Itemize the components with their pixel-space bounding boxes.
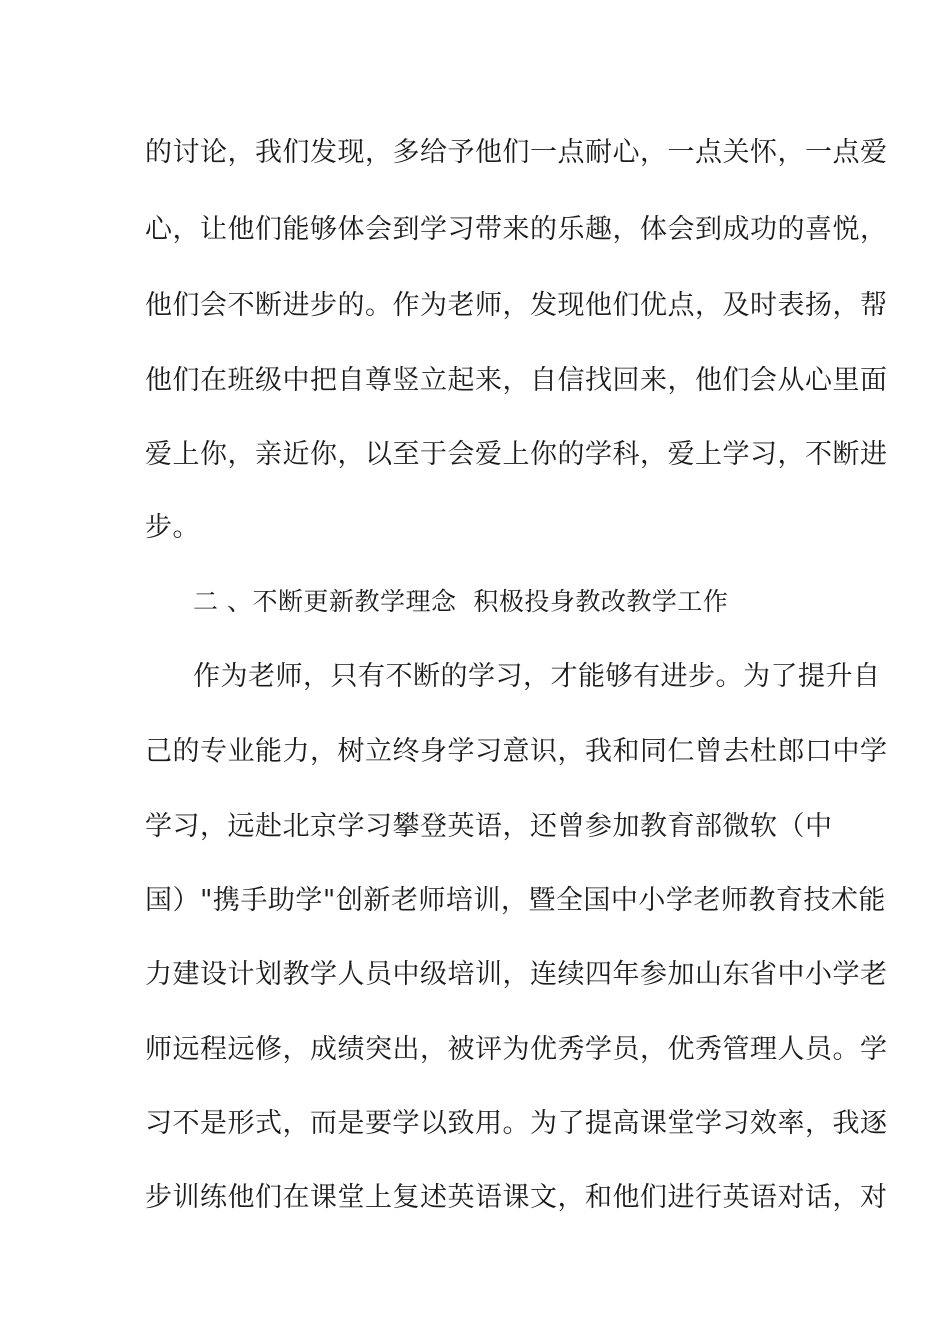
paragraph-1-line-4: 他们在班级中把自尊竖立起来，自信找回来，他们会从心里面 bbox=[145, 365, 888, 396]
paragraph-2-line-6: 师远程远修，成绩突出，被评为优秀学员，优秀管理人员。学 bbox=[145, 1034, 888, 1065]
paragraph-2-line-3: 学习，远赴北京学习攀登英语，还曾参加教育部微软（中 bbox=[145, 811, 833, 842]
paragraph-1-line-3: 他们会不断进步的。作为老师，发现他们优点，及时表扬，帮 bbox=[145, 290, 888, 321]
paragraph-2-line-2: 己的专业能力，树立终身学习意识，我和同仁曾去杜郎口中学 bbox=[145, 736, 888, 767]
paragraph-1-line-6: 步。 bbox=[145, 512, 200, 543]
section-heading: 二 、不断更新教学理念 积极投身教改教学工作 bbox=[193, 587, 729, 616]
paragraph-2-line-4: 国）"携手助学"创新老师培训，暨全国中小学老师教育技术能 bbox=[145, 885, 886, 916]
paragraph-2-line-1: 作为老师，只有不断的学习，才能够有进步。为了提升自 bbox=[193, 661, 881, 692]
paragraph-1-line-1: 的讨论，我们发现，多给予他们一点耐心，一点关怀，一点爱 bbox=[145, 137, 888, 168]
paragraph-1-line-5: 爱上你，亲近你，以至于会爱上你的学科，爱上学习，不断进 bbox=[145, 439, 888, 470]
paragraph-2-line-7: 习不是形式，而是要学以致用。为了提高课堂学习效率，我逐 bbox=[145, 1108, 888, 1139]
paragraph-1-line-2: 心，让他们能够体会到学习带来的乐趣，体会到成功的喜悦， bbox=[145, 214, 888, 245]
paragraph-2-line-5: 力建设计划教学人员中级培训，连续四年参加山东省中小学老 bbox=[145, 959, 888, 990]
paragraph-2-line-8: 步训练他们在课堂上复述英语课文，和他们进行英语对话，对 bbox=[145, 1182, 888, 1213]
